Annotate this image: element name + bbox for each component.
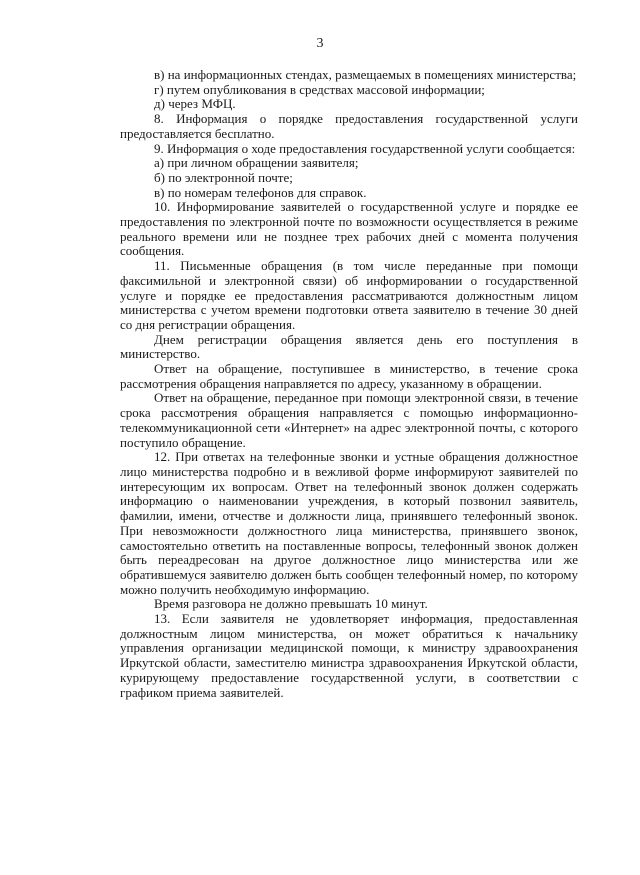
paragraph: Время разговора не должно превышать 10 минут. [154, 596, 428, 612]
paragraph: 8. Информация о порядке предоставления государственной услуги предоставляется бесплатно. [120, 111, 578, 141]
paragraph: д) через МФЦ. [154, 96, 236, 112]
paragraph: в) по номерам телефонов для справок. [154, 184, 367, 200]
paragraph: Днем регистрации обращения является день его поступления в министерство. [120, 331, 578, 362]
paragraph: Ответ на обращение, переданное при помощи электронной связи, в течение срока рассмотрения обращения направляется с помощью информационно-телекоммуникационной сети «Интернет» на адрес электронной почты, с которого поступило обращение. [120, 390, 578, 450]
paragraph: 10. Информирование заявителей о государственной услуге и порядке ее предоставления по электронной почте по возможности осуществляется в режиме реального времени или не позднее трех рабочих дней с момента получения сообщения. [120, 199, 578, 259]
paragraph: в) на информационных стендах, размещаемых в помещениях министерства; [154, 67, 577, 82]
paragraph: а) при личном обращении заявителя; [154, 155, 359, 171]
paragraph: г) путем опубликования в средствах массовой информации; [154, 81, 485, 97]
paragraph: 9. Информация о ходе предоставления государственной услуги сообщается: [154, 140, 576, 156]
paragraph: 11. Письменные обращения (в том числе переданные при помощи факсимильной и электронной связи) об информировании о государственной услуге и порядке ее предоставления рассматриваются должностным лицом министерства с учетом времени подготовки ответа заявителю в течение 30 дней со дня регистрации обращения. [120, 258, 578, 332]
paragraph: 12. При ответах на телефонные звонки и устные обращения должностное лицо министерства подробно и в вежливой форме информируют заявителей по интересующим их вопросам. Ответ на телефонный звонок должен содержать информацию о наименовании учреждения, в который позвонил заявитель, фамилии, имени, отчестве и должности лица, принявшего телефонный звонок. При невозможности должностного лица министерства, принявшего звонок, самостоятельно ответить на поставленные вопросы, телефонный звонок должен быть переадресован на другое должностное лицо министерства или же обратившемуся заявителю должен быть сообщен телефонный номер, по которому можно получить необходимую информацию. [120, 449, 578, 597]
document-body [120, 68, 578, 700]
page-number: 3 [316, 36, 324, 51]
paragraph: Ответ на обращение, поступившее в министерство, в течение срока рассмотрения обращения направляется по адресу, указанному в обращении. [120, 361, 578, 391]
paragraph: 13. Если заявителя не удовлетворяет информация, предоставленная должностным лицом министерства, он может обратиться к начальнику управления организации медицинской помощи, к министру здравоохранения Иркутской области, заместителю министра здравоохранения Иркутской области, курирующему предоставление государственной услуги, в соответствии с графиком приема заявителей. [120, 611, 578, 700]
paragraph: б) по электронной почте; [154, 169, 293, 185]
